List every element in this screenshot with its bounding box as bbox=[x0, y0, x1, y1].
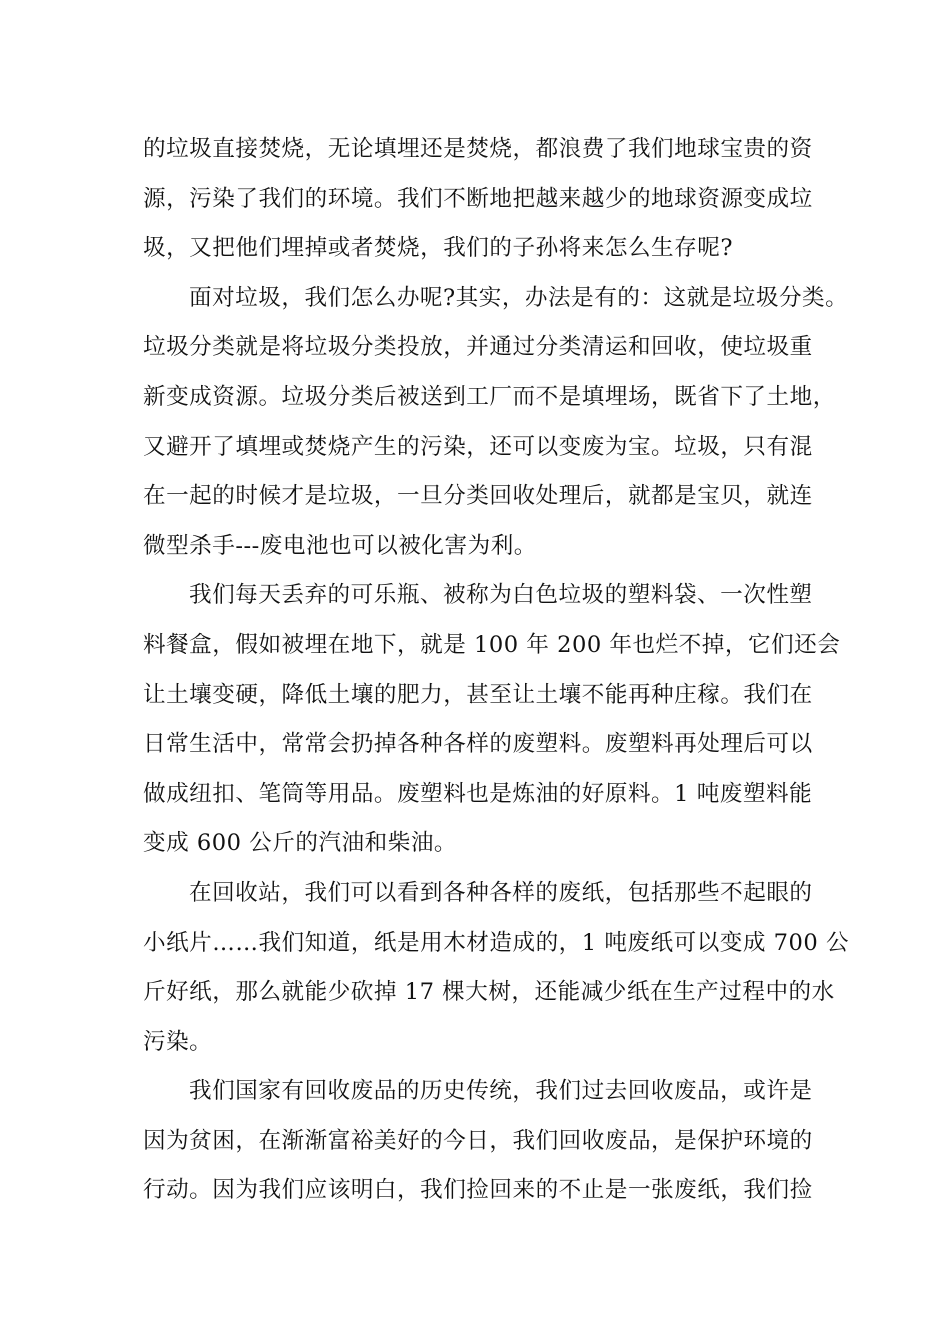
paragraph-start-line: 在回收站，我们可以看到各种各样的废纸，包括那些不起眼的 bbox=[189, 879, 813, 906]
text-line-14: 做成纽扣、笔筒等用品。废塑料也是炼油的好原料。1 吨废塑料能 bbox=[143, 780, 813, 807]
text-line-22: 行动。因为我们应该明白，我们捡回来的不止是一张废纸，我们捡 bbox=[143, 1177, 813, 1204]
text-line-8: 在一起的时候才是垃圾，一旦分类回收处理后，就都是宝贝，就连 bbox=[143, 483, 813, 510]
text-line-5: 垃圾分类就是将垃圾分类投放，并通过分类清运和回收，使垃圾重 bbox=[143, 334, 813, 361]
text-line-17: 小纸片……我们知道，纸是用木材造成的，1 吨废纸可以变成 700 公 bbox=[143, 929, 850, 956]
text-line-1: 的垃圾直接焚烧，无论填埋还是焚烧，都浪费了我们地球宝贵的资 bbox=[143, 136, 813, 162]
paragraph-start-line: 面对垃圾，我们怎么办呢?其实，办法是有的：这就是垃圾分类。 bbox=[189, 284, 849, 311]
document-body bbox=[143, 125, 850, 1216]
text-line-7: 又避开了填埋或焚烧产生的污染，还可以变废为宝。垃圾，只有混 bbox=[143, 433, 813, 460]
text-line-2: 源，污染了我们的环境。我们不断地把越来越少的地球资源变成垃 bbox=[143, 185, 813, 212]
text-line-3: 圾，又把他们埋掉或者焚烧，我们的子孙将来怎么生存呢? bbox=[143, 235, 733, 262]
text-line-9: 微型杀手---废电池也可以被化害为利。 bbox=[143, 532, 537, 559]
text-line-11: 料餐盒，假如被埋在地下，就是 100 年 200 年也烂不掉，它们还会 bbox=[143, 631, 841, 658]
text-line-15: 变成 600 公斤的汽油和柴油。 bbox=[143, 830, 458, 857]
paragraph-start-line: 我们国家有回收废品的历史传统，我们过去回收废品，或许是 bbox=[189, 1078, 813, 1105]
text-line-12: 让土壤变硬，降低土壤的肥力，甚至让土壤不能再种庄稼。我们在 bbox=[143, 681, 813, 708]
text-line-21: 因为贫困，在渐渐富裕美好的今日，我们回收废品，是保护环境的 bbox=[143, 1127, 813, 1154]
paragraph-start-line: 我们每天丢弃的可乐瓶、被称为白色垃圾的塑料袋、一次性塑 bbox=[189, 582, 813, 609]
text-line-19: 污染。 bbox=[143, 1028, 213, 1055]
text-line-18: 斤好纸，那么就能少砍掉 17 棵大树，还能减少纸在生产过程中的水 bbox=[143, 979, 835, 1006]
text-line-6: 新变成资源。垃圾分类后被送到工厂而不是填埋场，既省下了土地， bbox=[143, 383, 836, 410]
text-line-13: 日常生活中，常常会扔掉各种各样的废塑料。废塑料再处理后可以 bbox=[143, 731, 813, 758]
